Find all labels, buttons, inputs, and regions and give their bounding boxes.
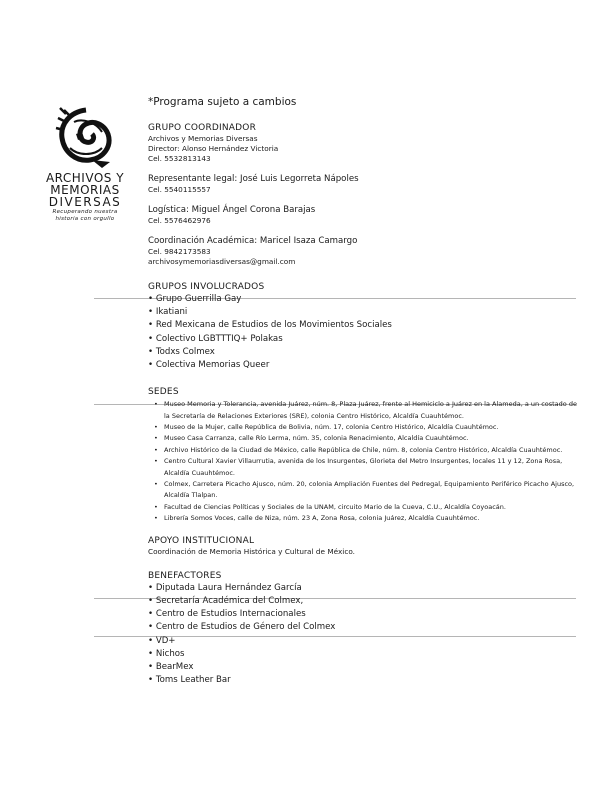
venues-list xyxy=(148,399,578,524)
section-coordinador xyxy=(148,122,578,267)
list-item: • Todxs Colmex xyxy=(148,346,578,359)
section-heading: APOYO INSTITUCIONAL xyxy=(148,535,255,546)
list-item: • VD+ xyxy=(148,635,578,648)
section-benefactores xyxy=(148,570,578,688)
logo-line-1: ARCHIVOS Y xyxy=(45,171,125,185)
director-phone: Cel. 5532813143 xyxy=(148,154,211,163)
list-item: • Colectivo LGBTTTIQ+ Polakas xyxy=(148,333,578,346)
list-item: • Toms Leather Bar xyxy=(148,674,578,687)
groups-list xyxy=(148,293,578,372)
list-item: • Colectiva Memorias Queer xyxy=(148,359,578,372)
logo-tagline-2: historia con orgullo xyxy=(55,216,115,222)
list-item: • Grupo Guerrilla Gay xyxy=(148,293,578,306)
list-item: • Centro de Estudios Internacionales xyxy=(148,608,578,621)
section-involucrados xyxy=(148,281,578,372)
program-content xyxy=(148,96,578,687)
list-item: • Secretaría Académica del Colmex, xyxy=(148,595,578,608)
list-item: • BearMex xyxy=(148,661,578,674)
logo-line-2: MEMORIAS xyxy=(50,183,120,197)
list-item: • Facultad de Ciencias Políticas y Sociales de la UNAM, circuito Mario de la Cueva, C.U., Alcaldía Coyoacán. xyxy=(154,502,578,513)
contact-email[interactable]: archivosymemoriasdiversas@gmail.com xyxy=(148,257,296,266)
program-note: *Programa sujeto a cambios xyxy=(148,96,297,108)
list-item: • Librería Somos Voces, calle de Niza, núm. 23 A, Zona Rosa, colonia Juárez, Alcaldía Cuauhtémoc. xyxy=(154,513,578,524)
list-item: • Ikatiani xyxy=(148,306,578,319)
director: Director: Alonso Hernández Victoria xyxy=(148,144,279,153)
section-heading: SEDES xyxy=(148,387,179,398)
list-item: • Red Mexicana de Estudios de los Movimientos Sociales xyxy=(148,319,578,332)
academic-phone: Cel. 9842173583 xyxy=(148,247,211,256)
section-heading: BENEFACTORES xyxy=(148,570,222,581)
list-item: • Museo Memoria y Tolerancia, avenida Juárez, núm. 8, Plaza Juárez, frente al Hemiciclo a Juárez en la Alameda, a un costado de la Secretaría de Relaciones Exteriores (SRE), colonia Centro Histórico, Alcaldía Cuauhtémoc. xyxy=(154,399,578,422)
list-item: • Nichos xyxy=(148,648,578,661)
support-institution: Coordinación de Memoria Histórica y Cultural de México. xyxy=(148,546,355,556)
section-heading: GRUPO COORDINADOR xyxy=(148,123,257,133)
logistics-phone: Cel. 5576462976 xyxy=(148,216,211,225)
legal-representative: Representante legal: José Luis Legorreta Nápoles xyxy=(148,174,359,184)
list-item: • Museo de la Mujer, calle República de Bolivia, núm. 17, colonia Centro Histórico, Alcaldía Cuauhtémoc. xyxy=(154,422,578,433)
section-heading: GRUPOS INVOLUCRADOS xyxy=(148,282,265,292)
org-name: Archivos y Memorias Diversas xyxy=(148,134,258,143)
shell-logo-icon xyxy=(52,104,120,170)
logo-line-3: DIVERSAS xyxy=(48,195,122,209)
list-item: • Colmex, Carretera Picacho Ajusco, núm. 20, colonia Ampliación Fuentes del Pedregal, Equipamiento Periférico Picacho Ajusco, Alcaldía Tlalpan. xyxy=(154,479,578,502)
logistics-contact: Logística: Miguel Ángel Corona Barajas xyxy=(148,205,316,215)
academic-coordinator: Coordinación Académica: Maricel Isaza Camargo xyxy=(148,236,358,246)
list-item: • Diputada Laura Hernández García xyxy=(148,582,578,595)
benefactors-list xyxy=(148,582,578,688)
section-apoyo xyxy=(148,535,578,557)
section-sedes xyxy=(148,386,578,524)
list-item: • Archivo Histórico de la Ciudad de México, calle República de Chile, núm. 8, colonia Centro Histórico, Alcaldía Cuauhtémoc. xyxy=(154,445,578,456)
logo-tagline-1: Recuperando nuestra xyxy=(52,209,118,215)
list-item: • Museo Casa Carranza, calle Río Lerma, núm. 35, colonia Renacimiento, Alcaldía Cuauhtémoc. xyxy=(154,433,578,444)
legal-phone: Cel. 5540115557 xyxy=(148,185,211,194)
list-item: • Centro de Estudios de Género del Colmex xyxy=(148,621,578,634)
logo xyxy=(44,104,126,223)
list-item: • Centro Cultural Xavier Villaurrutia, avenida de los Insurgentes, Glorieta del Metro Insurgentes, locales 11 y 12, Zona Rosa, Alcaldía Cuauhtémoc. xyxy=(154,456,578,479)
